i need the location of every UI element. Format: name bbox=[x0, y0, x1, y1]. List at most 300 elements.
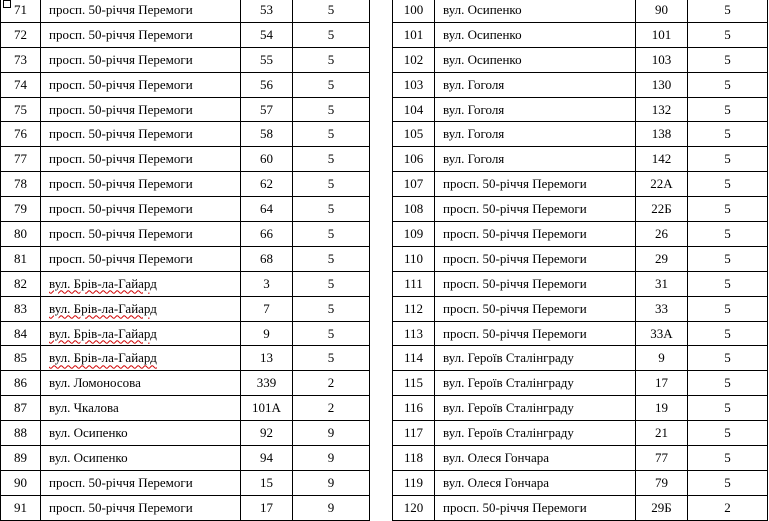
table-row bbox=[393, 97, 768, 122]
value-cell bbox=[293, 47, 370, 72]
street-cell bbox=[435, 271, 636, 296]
table-row bbox=[1, 296, 370, 321]
table-row bbox=[393, 172, 768, 197]
value-cell-text: 5 bbox=[327, 300, 335, 316]
house-number-cell-text: 21 bbox=[655, 425, 668, 441]
house-number-cell bbox=[636, 371, 688, 396]
street-cell-text: просп. 50-річчя Перемоги bbox=[49, 176, 193, 192]
value-cell bbox=[293, 271, 370, 296]
street-cell-text: вул. Героїв Сталінграду bbox=[443, 350, 574, 366]
value-cell bbox=[293, 495, 370, 520]
house-number-cell bbox=[241, 22, 293, 47]
street-cell-text: вул. Олеся Гончара bbox=[443, 449, 549, 465]
value-cell bbox=[688, 197, 768, 222]
row-number-cell-text: 106 bbox=[403, 151, 424, 167]
row-number-cell bbox=[1, 22, 41, 47]
table-row bbox=[1, 97, 370, 122]
street-cell-text: просп. 50-річчя Перемоги bbox=[443, 201, 587, 217]
value-cell bbox=[293, 296, 370, 321]
row-number-cell bbox=[393, 222, 435, 247]
house-number-cell-text: 77 bbox=[655, 449, 668, 465]
row-number-cell bbox=[393, 47, 435, 72]
row-number-cell bbox=[393, 296, 435, 321]
table-row bbox=[1, 0, 370, 22]
house-number-cell-text: 60 bbox=[260, 151, 273, 167]
street-cell-text: вул. Брів-ла-Гайард bbox=[49, 300, 157, 316]
value-cell-text: 2 bbox=[327, 400, 335, 416]
row-number-cell bbox=[1, 271, 41, 296]
table-row bbox=[1, 197, 370, 222]
row-number-cell-text: 110 bbox=[403, 250, 424, 266]
value-cell bbox=[688, 321, 768, 346]
house-number-cell-text: 58 bbox=[260, 126, 273, 142]
table-row bbox=[1, 172, 370, 197]
street-cell bbox=[41, 147, 241, 172]
table-row bbox=[393, 47, 768, 72]
value-cell-text: 2 bbox=[724, 499, 731, 515]
value-cell-text: 5 bbox=[724, 375, 731, 391]
value-cell-text: 5 bbox=[327, 76, 335, 92]
house-number-cell-text: 17 bbox=[260, 499, 273, 515]
row-number-cell bbox=[1, 172, 41, 197]
street-cell-text: просп. 50-річчя Перемоги bbox=[443, 275, 587, 291]
house-number-cell bbox=[241, 72, 293, 97]
value-cell-text: 5 bbox=[327, 201, 335, 217]
row-number-cell bbox=[393, 421, 435, 446]
value-cell bbox=[293, 22, 370, 47]
street-cell bbox=[435, 246, 636, 271]
street-cell-text: вул. Чкалова bbox=[49, 400, 119, 416]
row-number-cell bbox=[1, 371, 41, 396]
value-cell bbox=[293, 321, 370, 346]
house-number-cell-text: 29 bbox=[655, 250, 668, 266]
house-number-cell-text: 103 bbox=[651, 51, 672, 67]
value-cell bbox=[293, 396, 370, 421]
row-number-cell-text: 108 bbox=[403, 201, 424, 217]
table-row bbox=[1, 22, 370, 47]
house-number-cell bbox=[636, 346, 688, 371]
house-number-cell-text: 142 bbox=[651, 151, 672, 167]
table-row bbox=[1, 421, 370, 446]
house-number-cell-text: 68 bbox=[260, 250, 273, 266]
row-number-cell-text: 85 bbox=[14, 350, 27, 366]
row-number-cell-text: 80 bbox=[14, 225, 27, 241]
value-cell bbox=[688, 22, 768, 47]
table-row bbox=[1, 321, 370, 346]
row-number-cell-text: 87 bbox=[14, 400, 27, 416]
row-number-cell bbox=[393, 495, 435, 520]
value-cell bbox=[293, 172, 370, 197]
value-cell-text: 5 bbox=[724, 300, 731, 316]
street-cell bbox=[41, 72, 241, 97]
street-cell bbox=[435, 197, 636, 222]
row-number-cell-text: 71 bbox=[14, 1, 27, 17]
street-cell-text: просп. 50-річчя Перемоги bbox=[443, 300, 587, 316]
value-cell bbox=[688, 246, 768, 271]
street-cell bbox=[41, 122, 241, 147]
row-number-cell bbox=[1, 0, 41, 22]
street-cell-text: вул. Осипенко bbox=[49, 425, 128, 441]
row-number-cell-text: 81 bbox=[14, 250, 27, 266]
value-cell-text: 5 bbox=[327, 1, 335, 17]
street-cell-text: вул. Героїв Сталінграду bbox=[443, 400, 574, 416]
value-cell-text: 5 bbox=[327, 26, 335, 42]
row-number-cell bbox=[393, 396, 435, 421]
street-cell-text: вул. Гоголя bbox=[443, 76, 505, 92]
value-cell bbox=[688, 371, 768, 396]
value-cell-text: 5 bbox=[724, 400, 731, 416]
house-number-cell bbox=[241, 446, 293, 471]
table-row bbox=[1, 495, 370, 520]
street-cell bbox=[435, 495, 636, 520]
house-number-cell bbox=[636, 47, 688, 72]
table-row bbox=[393, 346, 768, 371]
house-number-cell-text: 9 bbox=[263, 325, 270, 341]
row-number-cell bbox=[393, 22, 435, 47]
value-cell bbox=[293, 346, 370, 371]
value-cell bbox=[293, 72, 370, 97]
value-cell bbox=[688, 72, 768, 97]
house-number-cell-text: 55 bbox=[260, 51, 273, 67]
row-number-cell-text: 109 bbox=[403, 225, 424, 241]
street-cell-text: вул. Гоголя bbox=[443, 151, 505, 167]
house-number-cell bbox=[241, 147, 293, 172]
value-cell-text: 5 bbox=[724, 325, 731, 341]
street-cell bbox=[435, 172, 636, 197]
value-cell bbox=[688, 47, 768, 72]
house-number-cell-text: 101 bbox=[651, 26, 672, 42]
row-number-cell-text: 117 bbox=[403, 425, 424, 441]
row-number-cell bbox=[393, 197, 435, 222]
table-row bbox=[393, 122, 768, 147]
house-number-cell-text: 132 bbox=[651, 101, 672, 117]
house-number-cell bbox=[636, 495, 688, 520]
value-cell-text: 5 bbox=[724, 176, 731, 192]
house-number-cell-text: 56 bbox=[260, 76, 273, 92]
row-number-cell-text: 74 bbox=[14, 76, 27, 92]
street-cell bbox=[435, 321, 636, 346]
value-cell-text: 5 bbox=[724, 449, 731, 465]
street-cell bbox=[435, 22, 636, 47]
table-row bbox=[1, 47, 370, 72]
street-cell bbox=[41, 0, 241, 22]
house-number-cell bbox=[636, 296, 688, 321]
value-cell bbox=[688, 172, 768, 197]
row-number-cell bbox=[1, 421, 41, 446]
table-row bbox=[393, 446, 768, 471]
row-number-cell-text: 90 bbox=[14, 474, 27, 490]
house-number-cell-text: 339 bbox=[256, 375, 277, 391]
row-number-cell bbox=[1, 246, 41, 271]
house-number-cell bbox=[241, 97, 293, 122]
house-number-cell bbox=[241, 421, 293, 446]
row-number-cell bbox=[393, 446, 435, 471]
value-cell-text: 5 bbox=[327, 126, 335, 142]
street-cell bbox=[435, 97, 636, 122]
value-cell-text: 5 bbox=[327, 325, 335, 341]
table-row bbox=[393, 495, 768, 520]
row-number-cell bbox=[393, 271, 435, 296]
row-number-cell bbox=[1, 346, 41, 371]
street-cell bbox=[435, 222, 636, 247]
row-number-cell-text: 91 bbox=[14, 499, 27, 515]
house-number-cell-text: 94 bbox=[260, 449, 273, 465]
row-number-cell-text: 83 bbox=[14, 300, 27, 316]
house-number-cell-text: 33А bbox=[650, 325, 673, 341]
row-number-cell-text: 77 bbox=[14, 151, 27, 167]
row-number-cell-text: 111 bbox=[404, 275, 423, 291]
house-number-cell bbox=[636, 97, 688, 122]
table-row bbox=[393, 296, 768, 321]
row-number-cell-text: 78 bbox=[14, 176, 27, 192]
table-row bbox=[1, 147, 370, 172]
street-cell-text: просп. 50-річчя Перемоги bbox=[443, 176, 587, 192]
row-number-cell bbox=[393, 97, 435, 122]
value-cell-text: 5 bbox=[327, 151, 335, 167]
table-row bbox=[393, 321, 768, 346]
street-cell-text: просп. 50-річчя Перемоги bbox=[49, 201, 193, 217]
table-row bbox=[1, 470, 370, 495]
value-cell-text: 5 bbox=[724, 26, 731, 42]
street-cell bbox=[435, 396, 636, 421]
street-cell bbox=[435, 371, 636, 396]
street-cell bbox=[41, 246, 241, 271]
street-cell bbox=[435, 47, 636, 72]
address-table-right bbox=[392, 0, 768, 521]
row-number-cell bbox=[1, 296, 41, 321]
street-cell bbox=[41, 346, 241, 371]
street-cell-text: просп. 50-річчя Перемоги bbox=[49, 1, 193, 17]
street-cell-text: вул. Брів-ла-Гайард bbox=[49, 275, 157, 291]
street-cell bbox=[41, 470, 241, 495]
row-number-cell-text: 82 bbox=[14, 275, 27, 291]
street-cell bbox=[41, 222, 241, 247]
row-number-cell bbox=[1, 72, 41, 97]
value-cell bbox=[688, 147, 768, 172]
value-cell bbox=[688, 271, 768, 296]
street-cell-text: вул. Осипенко bbox=[443, 51, 522, 67]
street-cell-text: просп. 50-річчя Перемоги bbox=[49, 151, 193, 167]
value-cell bbox=[293, 421, 370, 446]
row-number-cell bbox=[393, 172, 435, 197]
house-number-cell bbox=[636, 271, 688, 296]
house-number-cell bbox=[241, 222, 293, 247]
value-cell bbox=[688, 346, 768, 371]
house-number-cell-text: 29Б bbox=[651, 499, 672, 515]
value-cell bbox=[688, 396, 768, 421]
street-cell bbox=[435, 72, 636, 97]
value-cell bbox=[688, 97, 768, 122]
value-cell bbox=[688, 495, 768, 520]
row-number-cell-text: 102 bbox=[403, 51, 424, 67]
street-cell-text: вул. Гоголя bbox=[443, 101, 505, 117]
table-row bbox=[393, 147, 768, 172]
street-cell-text: просп. 50-річчя Перемоги bbox=[49, 76, 193, 92]
row-number-cell bbox=[1, 446, 41, 471]
value-cell bbox=[688, 421, 768, 446]
street-cell bbox=[41, 197, 241, 222]
value-cell-text: 5 bbox=[327, 250, 335, 266]
house-number-cell-text: 9 bbox=[658, 350, 665, 366]
row-number-cell bbox=[393, 122, 435, 147]
street-cell-text: вул. Брів-ла-Гайард bbox=[49, 350, 157, 366]
house-number-cell bbox=[241, 371, 293, 396]
table-row bbox=[393, 72, 768, 97]
row-number-cell-text: 115 bbox=[403, 375, 424, 391]
value-cell-text: 5 bbox=[724, 474, 731, 490]
row-number-cell bbox=[393, 470, 435, 495]
street-cell bbox=[435, 122, 636, 147]
row-number-cell bbox=[1, 495, 41, 520]
house-number-cell bbox=[636, 470, 688, 495]
row-number-cell bbox=[1, 47, 41, 72]
house-number-cell-text: 19 bbox=[655, 400, 668, 416]
house-number-cell-text: 7 bbox=[263, 300, 270, 316]
house-number-cell-text: 53 bbox=[260, 1, 273, 17]
house-number-cell bbox=[636, 396, 688, 421]
table-row bbox=[1, 346, 370, 371]
value-cell bbox=[293, 222, 370, 247]
street-cell bbox=[41, 371, 241, 396]
house-number-cell bbox=[241, 197, 293, 222]
street-cell bbox=[41, 172, 241, 197]
value-cell bbox=[293, 197, 370, 222]
value-cell-text: 5 bbox=[327, 51, 335, 67]
value-cell bbox=[688, 122, 768, 147]
house-number-cell bbox=[241, 396, 293, 421]
row-number-cell bbox=[393, 246, 435, 271]
street-cell-text: просп. 50-річчя Перемоги bbox=[49, 225, 193, 241]
row-number-cell-text: 89 bbox=[14, 449, 27, 465]
street-cell bbox=[435, 446, 636, 471]
house-number-cell-text: 101А bbox=[252, 400, 281, 416]
street-cell bbox=[41, 22, 241, 47]
row-number-cell bbox=[393, 0, 435, 22]
row-number-cell-text: 103 bbox=[403, 76, 424, 92]
house-number-cell-text: 66 bbox=[260, 225, 273, 241]
value-cell bbox=[293, 0, 370, 22]
row-number-cell bbox=[393, 147, 435, 172]
street-cell-text: вул. Осипенко bbox=[49, 449, 128, 465]
house-number-cell bbox=[241, 470, 293, 495]
street-cell-text: просп. 50-річчя Перемоги bbox=[49, 101, 193, 117]
house-number-cell bbox=[241, 495, 293, 520]
house-number-cell-text: 130 bbox=[651, 76, 672, 92]
street-cell-text: просп. 50-річчя Перемоги bbox=[49, 474, 193, 490]
row-number-cell-text: 101 bbox=[403, 26, 424, 42]
house-number-cell-text: 26 bbox=[655, 225, 668, 241]
row-number-cell bbox=[1, 97, 41, 122]
house-number-cell-text: 54 bbox=[260, 26, 273, 42]
house-number-cell bbox=[636, 446, 688, 471]
street-cell bbox=[435, 421, 636, 446]
value-cell-text: 5 bbox=[724, 350, 731, 366]
house-number-cell bbox=[636, 0, 688, 22]
value-cell-text: 9 bbox=[327, 474, 335, 490]
house-number-cell bbox=[636, 172, 688, 197]
street-cell bbox=[435, 470, 636, 495]
row-number-cell-text: 104 bbox=[403, 101, 424, 117]
street-cell-text: вул. Олеся Гончара bbox=[443, 474, 549, 490]
house-number-cell bbox=[241, 172, 293, 197]
value-cell bbox=[293, 446, 370, 471]
street-cell-text: вул. Ломоносова bbox=[49, 375, 141, 391]
table-row bbox=[393, 22, 768, 47]
street-cell bbox=[41, 495, 241, 520]
row-number-cell-text: 79 bbox=[14, 201, 27, 217]
row-number-cell-text: 73 bbox=[14, 51, 27, 67]
row-number-cell-text: 119 bbox=[403, 474, 424, 490]
row-number-cell-text: 113 bbox=[403, 325, 424, 341]
value-cell bbox=[688, 296, 768, 321]
street-cell bbox=[435, 296, 636, 321]
table-row bbox=[393, 371, 768, 396]
street-cell-text: вул. Героїв Сталінграду bbox=[443, 375, 574, 391]
table-row bbox=[393, 271, 768, 296]
house-number-cell-text: 33 bbox=[655, 300, 668, 316]
row-number-cell bbox=[1, 321, 41, 346]
row-number-cell-text: 84 bbox=[14, 325, 27, 341]
value-cell-text: 5 bbox=[724, 1, 731, 17]
row-number-cell-text: 112 bbox=[403, 300, 424, 316]
table-row bbox=[1, 72, 370, 97]
value-cell-text: 5 bbox=[327, 101, 335, 117]
value-cell bbox=[293, 470, 370, 495]
street-cell bbox=[435, 0, 636, 22]
row-number-cell bbox=[1, 147, 41, 172]
house-number-cell-text: 90 bbox=[655, 1, 668, 17]
table-row bbox=[1, 396, 370, 421]
row-number-cell-text: 72 bbox=[14, 26, 27, 42]
table-row bbox=[393, 246, 768, 271]
value-cell-text: 5 bbox=[327, 275, 335, 291]
value-cell-text: 5 bbox=[724, 126, 731, 142]
value-cell-text: 2 bbox=[327, 375, 335, 391]
value-cell-text: 5 bbox=[724, 275, 731, 291]
table-row bbox=[393, 421, 768, 446]
house-number-cell bbox=[636, 197, 688, 222]
value-cell bbox=[688, 0, 768, 22]
value-cell bbox=[293, 371, 370, 396]
row-number-cell-text: 76 bbox=[14, 126, 27, 142]
street-cell-text: просп. 50-річчя Перемоги bbox=[49, 26, 193, 42]
house-number-cell bbox=[241, 0, 293, 22]
row-number-cell bbox=[1, 222, 41, 247]
street-cell-text: просп. 50-річчя Перемоги bbox=[443, 499, 587, 515]
street-cell bbox=[435, 346, 636, 371]
house-number-cell bbox=[636, 321, 688, 346]
street-cell-text: просп. 50-річчя Перемоги bbox=[49, 126, 193, 142]
street-cell-text: просп. 50-річчя Перемоги bbox=[49, 51, 193, 67]
house-number-cell-text: 31 bbox=[655, 275, 668, 291]
row-number-cell-text: 100 bbox=[403, 1, 424, 17]
house-number-cell bbox=[636, 147, 688, 172]
address-table-left bbox=[0, 0, 370, 521]
street-cell bbox=[41, 47, 241, 72]
street-cell-text: вул. Брів-ла-Гайард bbox=[49, 325, 157, 341]
street-cell bbox=[41, 446, 241, 471]
street-cell-text: вул. Осипенко bbox=[443, 26, 522, 42]
house-number-cell bbox=[241, 271, 293, 296]
value-cell bbox=[293, 122, 370, 147]
house-number-cell bbox=[241, 47, 293, 72]
house-number-cell bbox=[636, 22, 688, 47]
row-number-cell-text: 88 bbox=[14, 425, 27, 441]
house-number-cell-text: 64 bbox=[260, 201, 273, 217]
row-number-cell bbox=[393, 321, 435, 346]
street-cell-text: просп. 50-річчя Перемоги bbox=[443, 325, 587, 341]
house-number-cell bbox=[241, 346, 293, 371]
